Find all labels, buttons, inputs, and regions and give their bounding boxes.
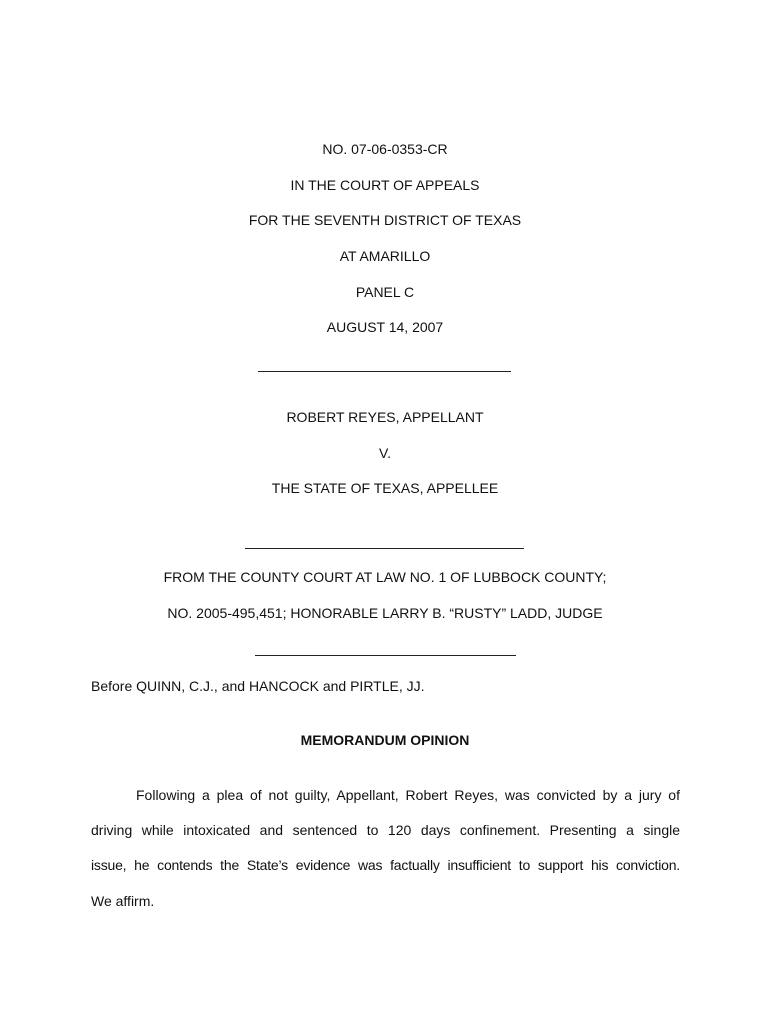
versus: V. xyxy=(379,445,391,461)
separator-rule xyxy=(258,371,511,372)
separator-rule xyxy=(255,655,516,656)
decision-date: AUGUST 14, 2007 xyxy=(326,319,444,335)
body-line: issue, he contends the State’s evidence was factually insufficient to support his conviction. xyxy=(91,857,680,873)
panel-justices: Before QUINN, C.J., and HANCOCK and PIRTLE, JJ. xyxy=(91,678,425,694)
separator-rule xyxy=(245,548,524,549)
appellee: THE STATE OF TEXAS, APPELLEE xyxy=(271,480,499,496)
court-name: IN THE COURT OF APPEALS xyxy=(290,177,480,193)
court-location: AT AMARILLO xyxy=(339,248,431,264)
body-line: Following a plea of not guilty, Appellant, Robert Reyes, was convicted by a jury of xyxy=(136,787,680,803)
court-district: FOR THE SEVENTH DISTRICT OF TEXAS xyxy=(248,212,522,228)
panel: PANEL C xyxy=(355,284,415,300)
opinion-title: MEMORANDUM OPINION xyxy=(300,732,470,748)
appellant: ROBERT REYES, APPELLANT xyxy=(286,409,484,425)
body-line: We affirm. xyxy=(91,893,155,909)
case-number: NO. 07-06-0353-CR xyxy=(322,141,448,157)
origin-judge: NO. 2005-495,451; HONORABLE LARRY B. “RUSTY” LADD, JUDGE xyxy=(167,605,603,621)
origin-court: FROM THE COUNTY COURT AT LAW NO. 1 OF LUBBOCK COUNTY; xyxy=(163,569,607,585)
body-line: driving while intoxicated and sentenced to 120 days confinement. Presenting a single xyxy=(91,822,680,838)
